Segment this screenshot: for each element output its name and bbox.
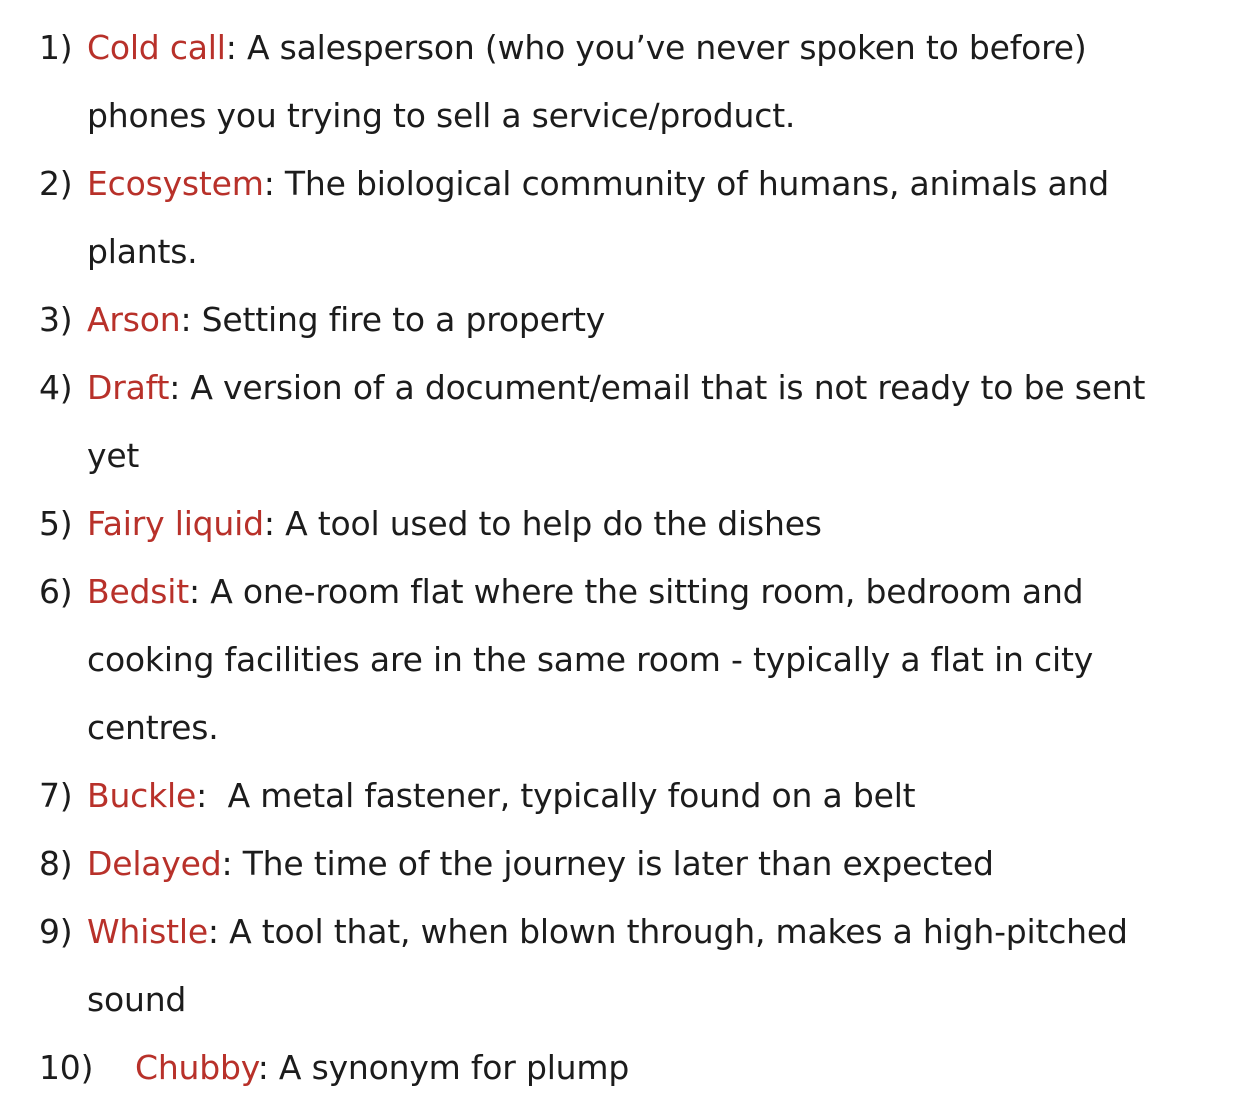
item-definition: : A metal fastener, typically found on a belt bbox=[196, 776, 916, 815]
item-definition: : Setting fire to a property bbox=[180, 300, 606, 339]
item-term: Fairy liquid bbox=[87, 504, 264, 543]
item-term: Bedsit bbox=[87, 572, 189, 611]
item-continuation-text: yet bbox=[87, 436, 140, 475]
item-term: Ecosystem bbox=[87, 164, 264, 203]
item-continuation-text: phones you trying to sell a service/product. bbox=[87, 96, 796, 135]
item-definition: : A tool that, when blown through, makes a high-pitched bbox=[207, 912, 1128, 951]
item-definition: : A salesperson (who you’ve never spoken to before) bbox=[225, 28, 1087, 67]
item-continuation-text: cooking facilities are in the same room - typically a flat in city bbox=[87, 640, 1094, 679]
item-definition: : A tool used to help do the dishes bbox=[263, 504, 822, 543]
item-number: 9) bbox=[39, 912, 73, 951]
item-term: Draft bbox=[87, 368, 170, 407]
item-number: 8) bbox=[39, 844, 73, 883]
item-term: Buckle bbox=[87, 776, 197, 815]
item-definition: : A one-room flat where the sitting room, bedroom and bbox=[189, 572, 1084, 611]
item-first-line bbox=[135, 1034, 629, 1102]
item-first-line bbox=[87, 286, 605, 354]
item-definition: : The biological community of humans, animals and bbox=[263, 164, 1109, 203]
item-continuation-text: sound bbox=[87, 980, 187, 1019]
item-continuation-text: centres. bbox=[87, 708, 219, 747]
item-term: Cold call bbox=[87, 28, 226, 67]
item-definition: : The time of the journey is later than expected bbox=[221, 844, 994, 883]
item-term: Arson bbox=[87, 300, 181, 339]
item-first-line bbox=[87, 558, 1083, 626]
item-number: 5) bbox=[39, 504, 73, 543]
item-first-line bbox=[87, 354, 1145, 422]
item-definition: : A synonym for plump bbox=[257, 1048, 630, 1087]
item-number: 4) bbox=[39, 368, 73, 407]
item-first-line bbox=[87, 14, 1087, 82]
item-first-line bbox=[87, 762, 915, 830]
item-first-line bbox=[87, 898, 1128, 966]
item-number: 2) bbox=[39, 164, 73, 203]
item-first-line bbox=[87, 150, 1109, 218]
item-term: Whistle bbox=[87, 912, 208, 951]
item-term: Delayed bbox=[87, 844, 222, 883]
item-first-line bbox=[87, 830, 994, 898]
item-number: 1) bbox=[39, 28, 73, 67]
item-term: Chubby bbox=[135, 1048, 258, 1087]
item-number: 6) bbox=[39, 572, 73, 611]
item-first-line bbox=[87, 490, 822, 558]
item-continuation-text: plants. bbox=[87, 232, 198, 271]
item-definition: : A version of a document/email that is not ready to be sent bbox=[169, 368, 1146, 407]
item-number: 7) bbox=[39, 776, 73, 815]
item-number: 10) bbox=[39, 1048, 94, 1087]
item-number: 3) bbox=[39, 300, 73, 339]
